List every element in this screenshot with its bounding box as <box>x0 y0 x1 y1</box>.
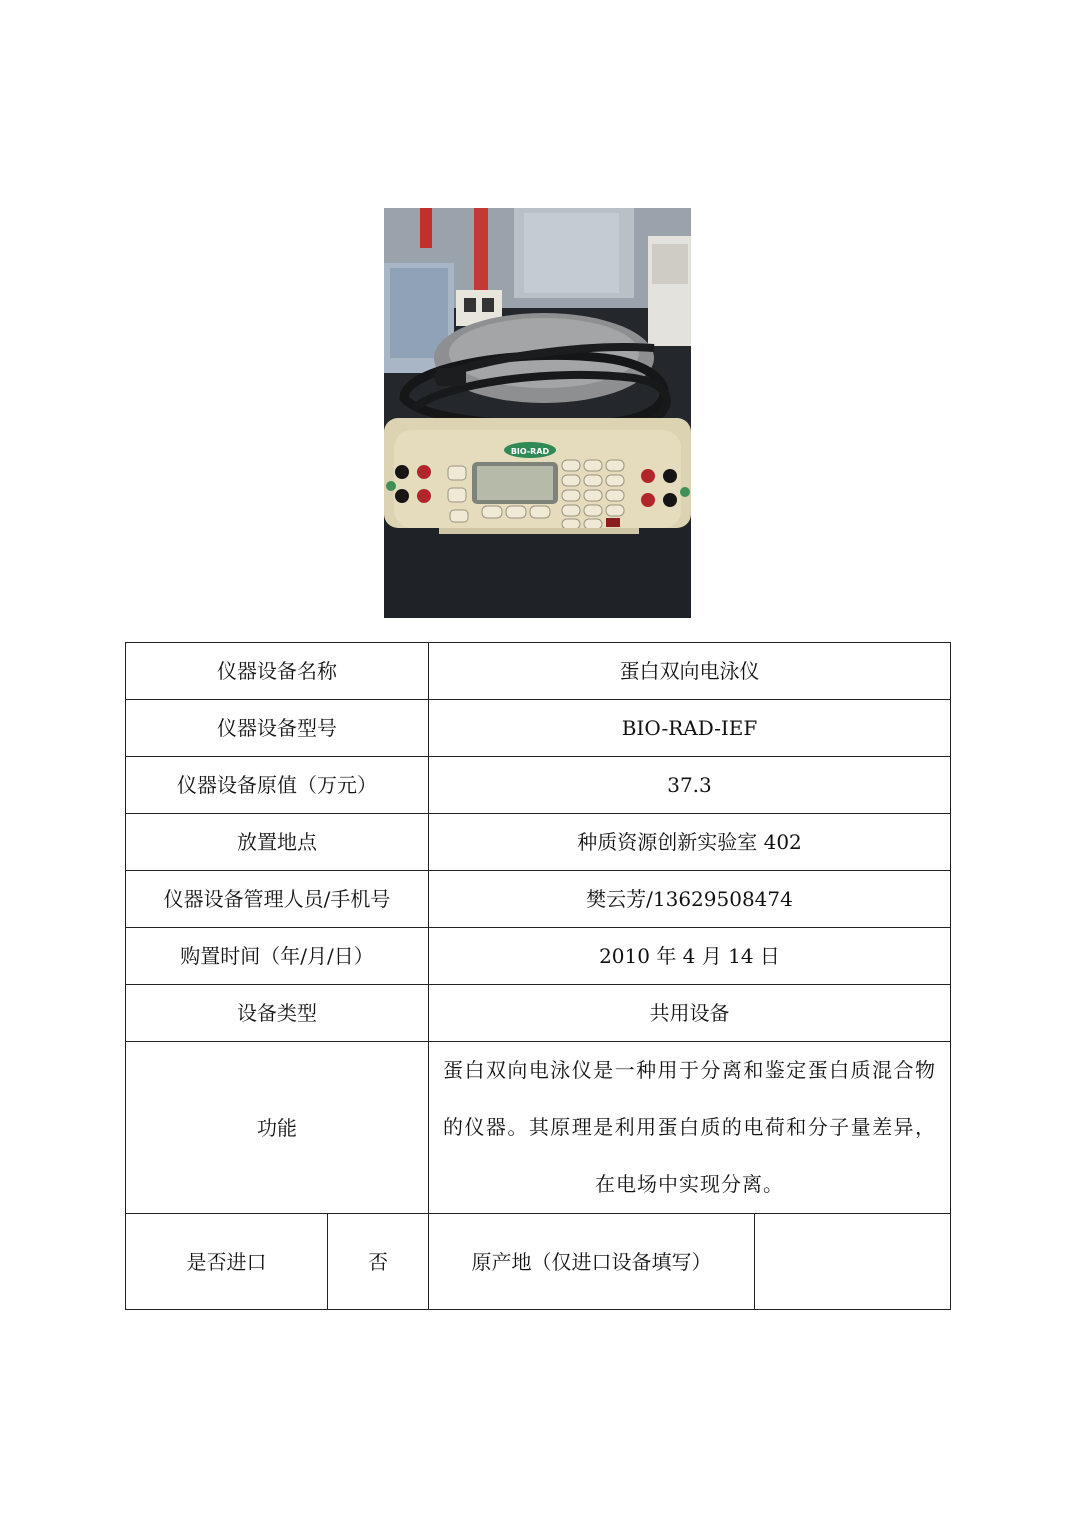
table-row <box>126 985 951 1042</box>
import-value: 否 <box>328 1214 429 1310</box>
table-row <box>126 814 951 871</box>
table-row <box>126 928 951 985</box>
name-label: 仪器设备名称 <box>126 643 429 700</box>
origin-label: 原产地（仅进口设备填写） <box>429 1214 755 1310</box>
purchase-date-label: 购置时间（年/月/日） <box>126 928 429 985</box>
location-value: 种质资源创新实验室 402 <box>429 814 951 871</box>
table-row <box>126 1042 951 1214</box>
model-label: 仪器设备型号 <box>126 700 429 757</box>
equipment-info-table <box>125 642 951 1310</box>
function-value: 蛋白双向电泳仪是一种用于分离和鉴定蛋白质混合物的仪器。其原理是利用蛋白质的电荷和分子量差异，在电场中实现分离。 <box>443 1058 936 1196</box>
origin-value <box>755 1214 951 1310</box>
purchase-date-value: 2010 年 4 月 14 日 <box>429 928 951 985</box>
function-label: 功能 <box>126 1042 429 1214</box>
manager-value: 樊云芳/13629508474 <box>429 871 951 928</box>
price-value: 37.3 <box>429 757 951 814</box>
name-value: 蛋白双向电泳仪 <box>429 643 951 700</box>
table-row <box>126 700 951 757</box>
location-label: 放置地点 <box>126 814 429 871</box>
table-row <box>126 643 951 700</box>
type-label: 设备类型 <box>126 985 429 1042</box>
brand-logo-text: BIO-RAD <box>510 447 550 456</box>
instrument-photo <box>384 208 691 618</box>
import-label: 是否进口 <box>126 1214 328 1310</box>
function-value-cell <box>429 1042 951 1214</box>
table-row <box>126 871 951 928</box>
type-value: 共用设备 <box>429 985 951 1042</box>
table-row <box>126 1214 951 1310</box>
manager-label: 仪器设备管理人员/手机号 <box>126 871 429 928</box>
table-row <box>126 757 951 814</box>
model-value: BIO-RAD-IEF <box>429 700 951 757</box>
price-label: 仪器设备原值（万元） <box>126 757 429 814</box>
